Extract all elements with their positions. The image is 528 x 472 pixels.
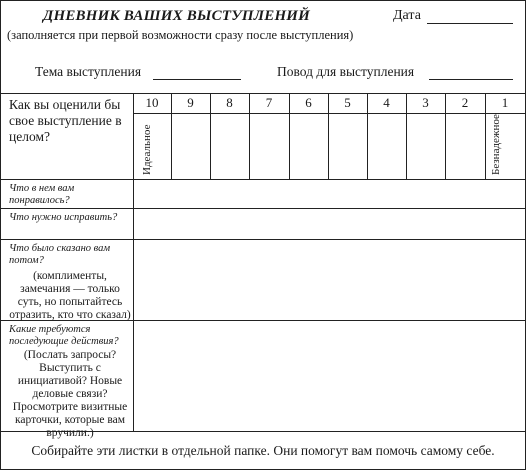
reason-field[interactable] <box>429 79 513 80</box>
liked-question: Что в нем вам понравилось? <box>9 183 75 206</box>
score-9: 9 <box>187 95 194 110</box>
score-7: 7 <box>265 95 273 110</box>
score-5: 5 <box>344 95 351 110</box>
actions-question: Какие требуются последующие действия? <box>9 324 119 347</box>
score-6: 6 <box>305 95 312 110</box>
form-title: ДНЕВНИК ВАШИХ ВЫСТУПЛЕНИЙ <box>43 8 311 24</box>
best-label: Идеальное <box>141 124 153 175</box>
footer-note: Собирайте эти листки в отдельной папке. Они помогут вам помочь самому себе. <box>31 443 495 458</box>
score-1: 1 <box>501 95 509 110</box>
score-10: 10 <box>145 95 159 110</box>
reason-label: Повод для выступления <box>277 64 415 79</box>
score-4: 4 <box>383 95 390 110</box>
diary-table <box>1 93 525 439</box>
score-8: 8 <box>226 95 233 110</box>
actions-note: (Послать запросы? Выступить с инициативой? Новые деловые связи? Просмотрите визитные карточки, которые вам вручили.) <box>12 349 128 439</box>
form-subtitle: (заполняется при первой возможности сразу после выступления) <box>7 28 354 42</box>
score-3: 3 <box>422 95 429 110</box>
feedback-answer-field[interactable] <box>134 240 525 320</box>
feedback-question: Что было сказано вам потом? <box>9 243 111 266</box>
rating-cells[interactable] <box>134 114 525 179</box>
date-label: Дата <box>393 8 421 23</box>
date-field[interactable] <box>427 23 513 24</box>
worst-label: Безнадежное <box>490 114 502 176</box>
fix-answer-field[interactable] <box>134 209 525 239</box>
form-header <box>1 1 525 93</box>
topic-label: Тема выступления <box>35 64 142 79</box>
liked-answer-field[interactable] <box>134 180 525 208</box>
score-2: 2 <box>461 95 469 110</box>
fix-question: Что нужно исправить? <box>9 212 118 223</box>
divider <box>1 93 525 94</box>
overall-rating-question: Как вы оценили бы свое выступление в целом? <box>9 97 122 144</box>
feedback-note: (комплименты, замечания — только суть, но попытайтесь отразить, кто что сказал) <box>9 270 131 321</box>
actions-answer-field[interactable] <box>134 321 525 431</box>
topic-field[interactable] <box>153 79 241 80</box>
